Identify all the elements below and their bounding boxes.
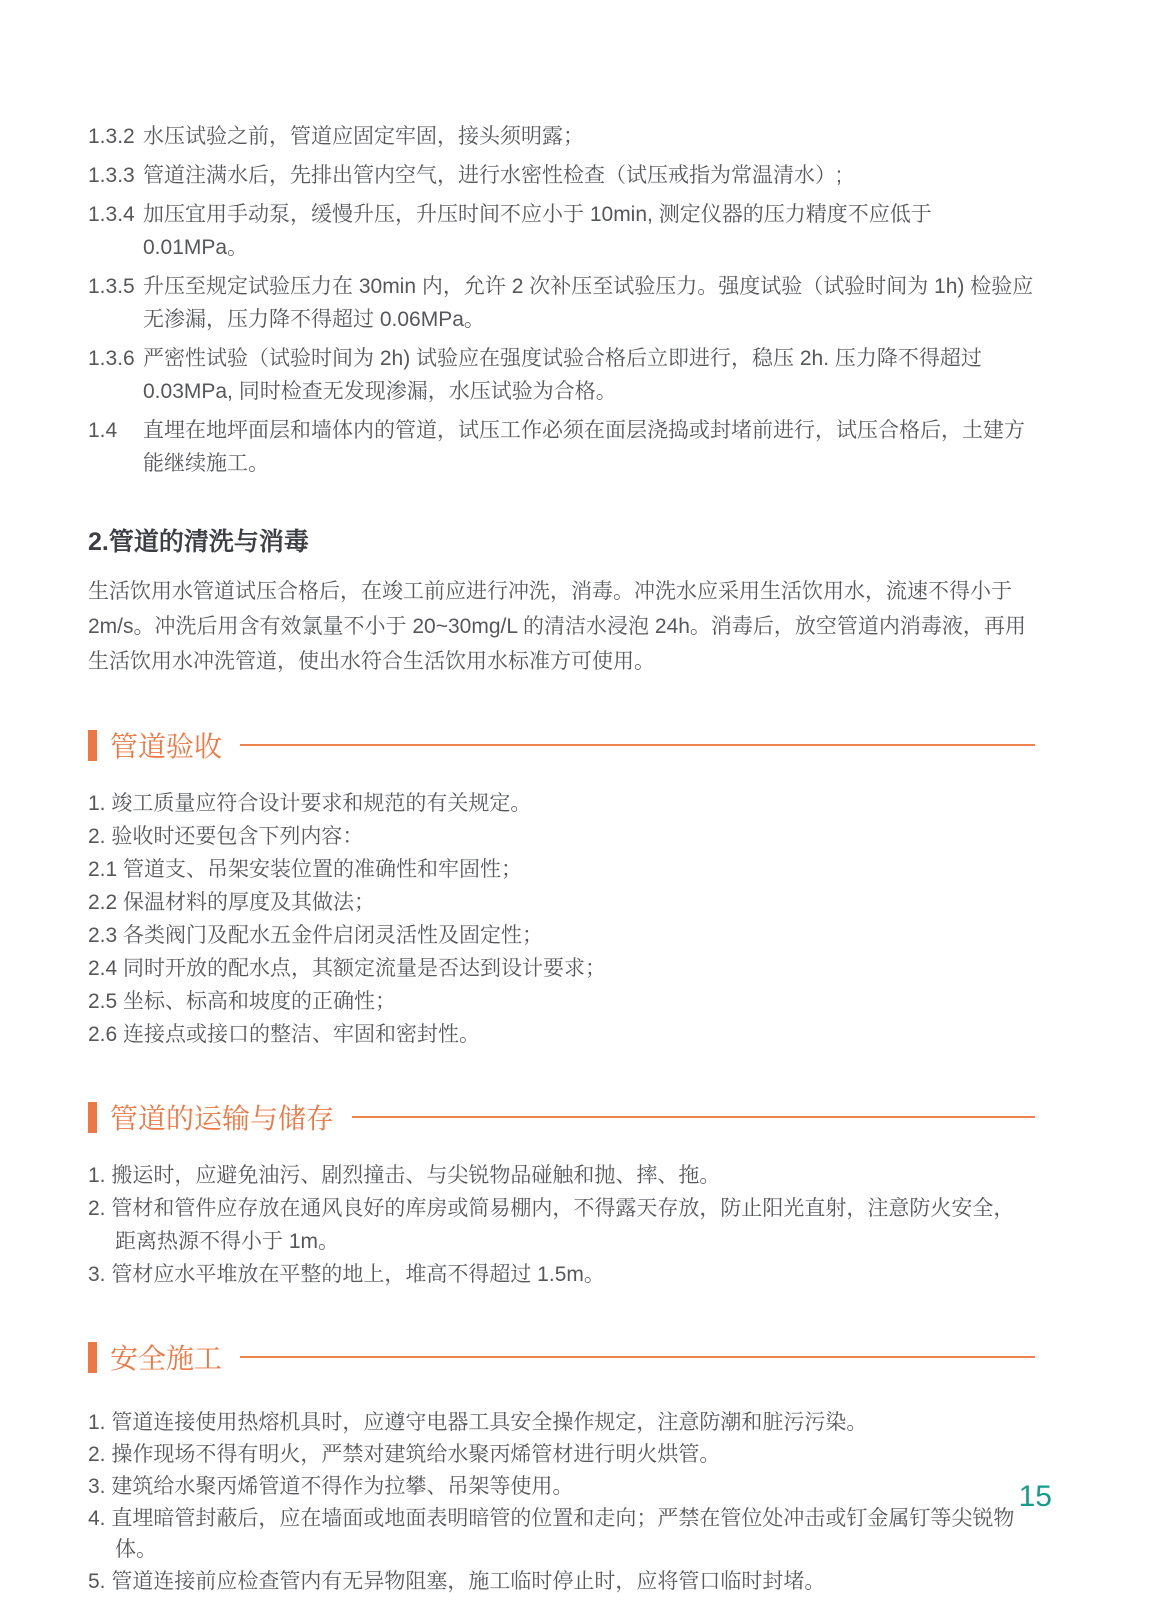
document-content <box>88 120 1035 1598</box>
safety-item-list <box>88 1399 1035 1597</box>
transport-item-list <box>88 1159 1035 1291</box>
list-item: 2.1 管道支、吊架安装位置的准确性和牢固性； <box>88 858 523 881</box>
list-item: 3. 建筑给水聚丙烯管道不得作为拉攀、吊架等使用。 <box>88 1475 574 1498</box>
item-text: 直埋在地坪面层和墙体内的管道，试压工作必须在面层浇捣或封堵前进行，试压合格后，土建方能继续施工。 <box>143 419 1025 475</box>
list-item: 3. 管材应水平堆放在平整的地上，堆高不得超过 1.5m。 <box>88 1263 605 1286</box>
cleaning-section-heading: 2.管道的清洗与消毒 <box>88 528 309 556</box>
item-number: 1.3.2 <box>88 125 135 148</box>
cleaning-section-body: 生活饮用水管道试压合格后，在竣工前应进行冲洗，消毒。冲洗水应采用生活饮用水，流速不得小于 2m/s。冲洗后用含有效氯量不小于 20~30mg/L 的清洁水浸泡 24h。消毒后，放空管道内消毒液，再用生活饮用水冲洗管道，使出水符合生活饮用水标准方可使用。 <box>88 580 1026 673</box>
list-item: 1. 竣工质量应符合设计要求和规范的有关规定。 <box>88 792 532 815</box>
list-item: 1. 搬运时，应避免油污、剧烈撞击、与尖锐物品碰触和抛、摔、拖。 <box>88 1164 721 1187</box>
page-number: 15 <box>1018 1480 1052 1513</box>
list-item: 1. 管道连接使用热熔机具时，应遵守电器工具安全操作规定，注意防潮和脏污污染。 <box>88 1411 868 1434</box>
pressure-test-list <box>88 120 1035 480</box>
list-item <box>88 342 1035 408</box>
item-text: 严密性试验（试验时间为 2h) 试验应在强度试验合格后立即进行，稳压 2h. 压力降不得超过 0.03MPa, 同时检查无发现渗漏，水压试验为合格。 <box>143 347 982 403</box>
list-item: 2.5 坐标、标高和坡度的正确性； <box>88 990 397 1013</box>
accent-bar <box>88 1102 97 1133</box>
section-rule <box>240 744 1035 746</box>
list-item: 2.2 保温材料的厚度及其做法； <box>88 891 376 914</box>
acceptance-section-header <box>88 725 1035 765</box>
section-title: 安全施工 <box>110 1343 223 1374</box>
accent-bar <box>88 1342 97 1373</box>
section-rule <box>352 1116 1035 1118</box>
accent-bar <box>88 730 97 761</box>
list-item <box>88 120 1035 153</box>
list-item <box>88 414 1035 480</box>
list-item: 2. 管材和管件应存放在通风良好的库房或简易棚内，不得露天存放，防止阳光直射，注意防火安全，距离热源不得小于 1m。 <box>88 1197 1015 1253</box>
item-number: 1.4 <box>88 419 118 442</box>
list-item: 2.6 连接点或接口的整洁、牢固和密封性。 <box>88 1023 481 1046</box>
section-title: 管道验收 <box>110 731 223 762</box>
list-item: 2. 操作现场不得有明火，严禁对建筑给水聚丙烯管材进行明火烘管。 <box>88 1443 721 1466</box>
item-text: 升压至规定试验压力在 30min 内，允许 2 次补压至试验压力。强度试验（试验时间为 1h) 检验应无渗漏，压力降不得超过 0.06MPa。 <box>143 275 1034 331</box>
safety-section-header <box>88 1337 1035 1377</box>
list-item: 5. 管道连接前应检查管内有无异物阻塞，施工临时停止时，应将管口临时封堵。 <box>88 1570 826 1593</box>
item-number: 1.3.3 <box>88 164 135 187</box>
list-item: 4. 直埋暗管封蔽后，应在墙面或地面表明暗管的位置和走向；严禁在管位处冲击或钉金属钉等尖锐物体。 <box>88 1507 1015 1561</box>
section-rule <box>240 1356 1035 1358</box>
section-title: 管道的运输与储存 <box>110 1103 335 1134</box>
acceptance-item-list <box>88 787 1035 1051</box>
list-item <box>88 270 1035 336</box>
list-item <box>88 159 1035 192</box>
item-number: 1.3.6 <box>88 347 135 370</box>
item-text: 管道注满水后，先排出管内空气，进行水密性检查（试压戒指为常温清水）; <box>143 164 842 187</box>
item-number: 1.3.5 <box>88 275 135 298</box>
list-item <box>88 198 1035 264</box>
item-text: 水压试验之前，管道应固定牢固，接头须明露； <box>143 125 584 148</box>
item-number: 1.3.4 <box>88 203 135 226</box>
transport-section-header <box>88 1097 1035 1137</box>
spacer <box>88 1399 1035 1407</box>
list-item: 2. 验收时还要包含下列内容： <box>88 825 364 848</box>
list-item: 2.4 同时开放的配水点，其额定流量是否达到设计要求； <box>88 957 607 980</box>
list-item: 2.3 各类阀门及配水五金件启闭灵活性及固定性； <box>88 924 544 947</box>
item-text: 加压宜用手动泵，缓慢升压，升压时间不应小于 10min, 测定仪器的压力精度不应低于 0.01MPa。 <box>143 203 932 259</box>
